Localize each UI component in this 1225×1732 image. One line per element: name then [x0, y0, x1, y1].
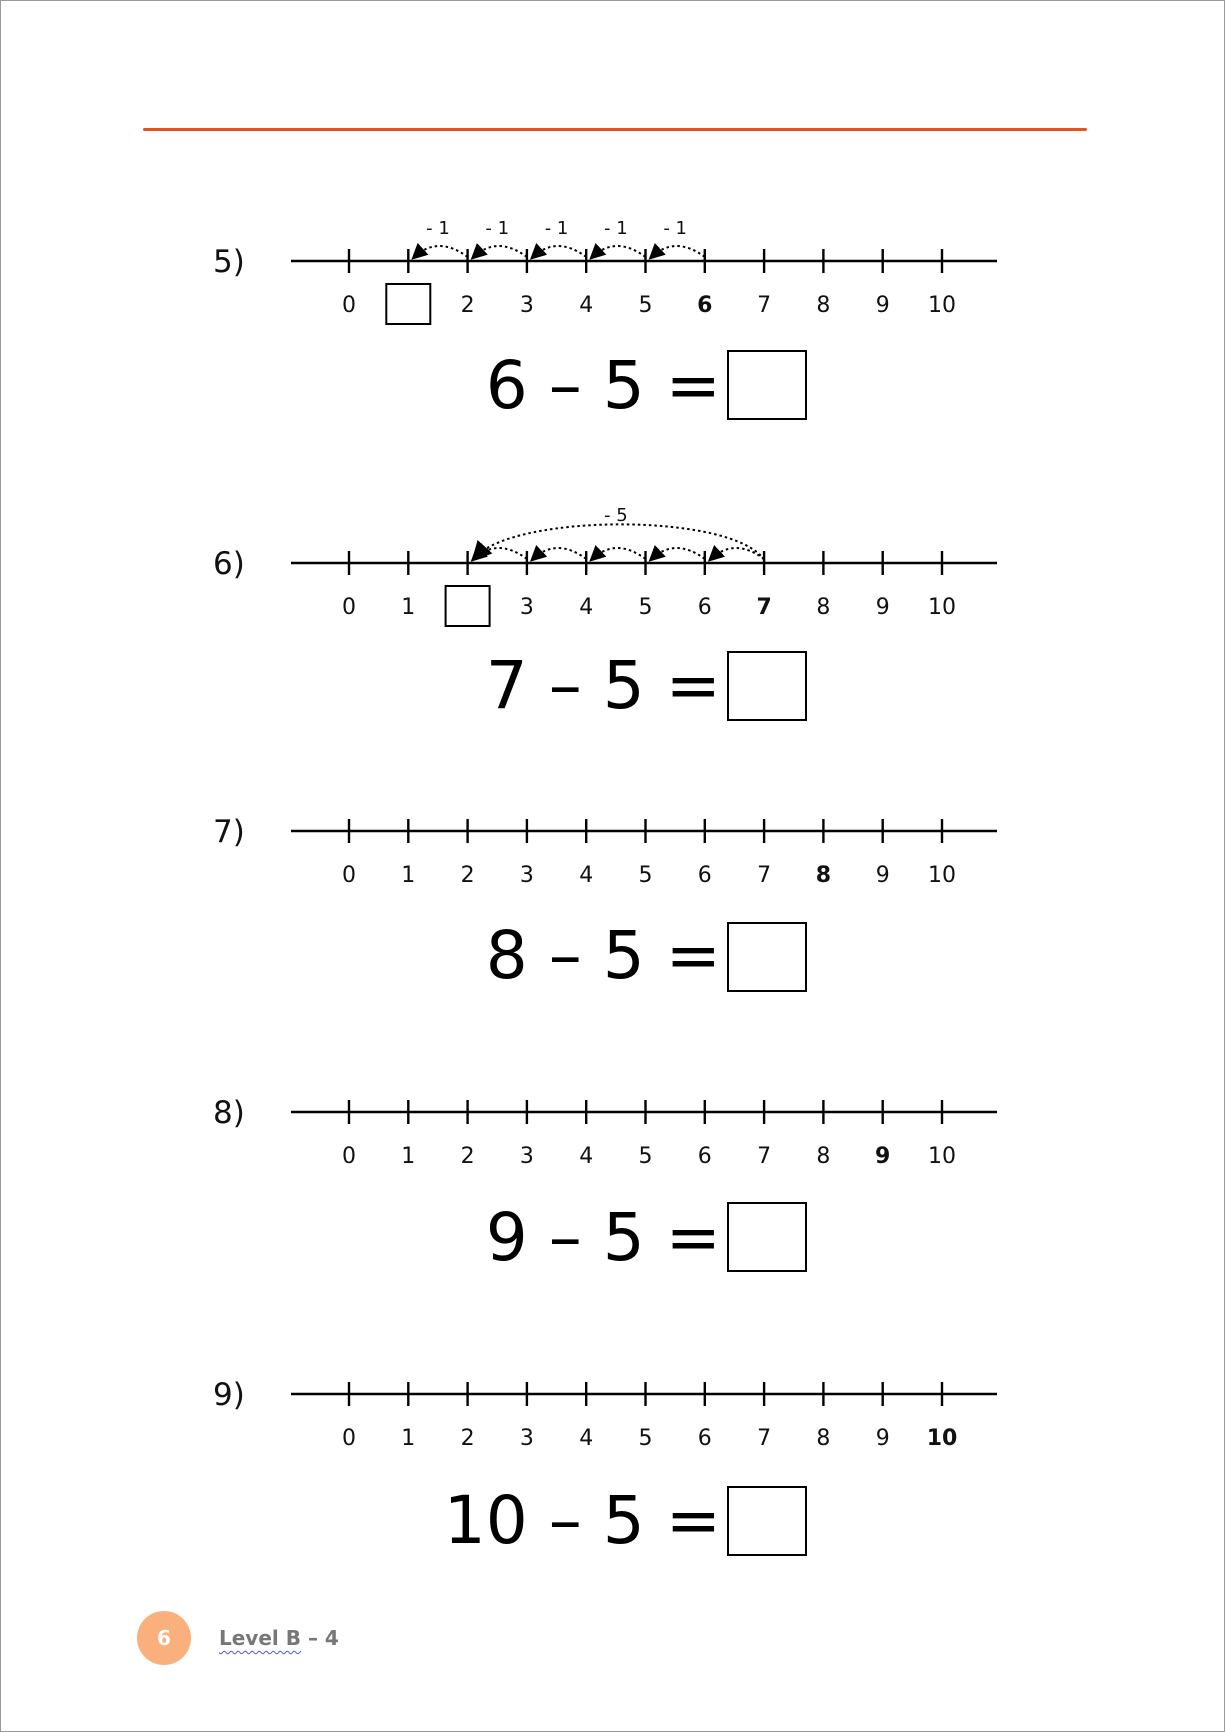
footer-level-text — [219, 1626, 339, 1650]
tick-label: 8 — [816, 595, 831, 620]
tick-label: 9 — [875, 1144, 891, 1169]
number-line — [1, 503, 1225, 633]
tick-label: 7 — [757, 863, 772, 888]
tick-label: 8 — [816, 293, 831, 318]
equation: 7 – 5 = — [485, 647, 721, 724]
answer-box[interactable] — [727, 350, 807, 420]
tick-label: 7 — [757, 1144, 772, 1169]
tick-label: 1 — [401, 1426, 416, 1451]
tick-label: 3 — [519, 293, 534, 318]
tick-label: 8 — [816, 1144, 831, 1169]
footer-suffix: – 4 — [300, 1626, 339, 1650]
hop-label: - 1 — [485, 218, 510, 239]
tick-label: 7 — [757, 293, 772, 318]
tick-label: 7 — [757, 1426, 772, 1451]
tick-label: 2 — [460, 863, 475, 888]
problem-number: 8) — [213, 1095, 245, 1131]
tick-label: 2 — [460, 1426, 475, 1451]
problem-8 — [1, 1052, 1225, 1276]
tick-label: 1 — [401, 863, 416, 888]
top-accent-rule — [143, 128, 1087, 131]
hop-arrow — [592, 548, 645, 559]
tick-label: 10 — [926, 1426, 958, 1451]
problem-9 — [1, 1334, 1225, 1559]
hop-arrow — [652, 548, 705, 559]
answer-box[interactable] — [727, 1486, 807, 1556]
hop-arrow — [652, 246, 705, 257]
hop-arrow — [474, 548, 527, 559]
tick-label: 3 — [519, 863, 534, 888]
tick-label: 9 — [875, 1426, 890, 1451]
equation: 6 – 5 = — [485, 347, 721, 424]
tick-label: 3 — [519, 595, 534, 620]
hop-arrow — [474, 246, 527, 257]
tick-label: 6 — [697, 1144, 712, 1169]
tick-label: 1 — [401, 1144, 416, 1169]
hop-label: - 1 — [544, 218, 569, 239]
equation: 8 – 5 = — [485, 917, 721, 994]
tick-label: 3 — [519, 1144, 534, 1169]
tick-label: 10 — [928, 293, 956, 318]
tick-label: 6 — [697, 293, 713, 318]
tick-label: 10 — [928, 863, 956, 888]
tick-label: 6 — [697, 595, 712, 620]
tick-label: 5 — [638, 1426, 653, 1451]
tick-label: 9 — [875, 863, 890, 888]
tick-label: 5 — [638, 293, 653, 318]
number-line — [1, 1052, 1225, 1182]
number-line — [1, 201, 1225, 331]
tick-label: 0 — [342, 863, 356, 888]
hop-arrow — [533, 548, 586, 559]
big-hop-arrow — [476, 524, 764, 560]
footer-level: Level B — [219, 1626, 301, 1650]
tick-label: 0 — [342, 595, 356, 620]
tick-label: 2 — [460, 293, 475, 318]
answer-box[interactable] — [727, 651, 807, 721]
tick-label: 4 — [579, 863, 594, 888]
problem-6 — [1, 503, 1225, 724]
tick-label: 0 — [342, 1426, 356, 1451]
hop-label: - 1 — [604, 218, 628, 239]
tick-label: 4 — [579, 293, 594, 318]
problem-number: 6) — [213, 546, 245, 582]
tick-label: 9 — [875, 595, 890, 620]
hop-arrow — [414, 246, 467, 257]
blank-tick-box[interactable] — [386, 284, 430, 324]
number-line — [1, 771, 1225, 901]
hop-label: - 1 — [426, 218, 450, 239]
hop-label: - 1 — [663, 218, 687, 239]
tick-label: 6 — [697, 863, 712, 888]
problem-7 — [1, 771, 1225, 994]
equation: 9 – 5 = — [485, 1199, 721, 1276]
tick-label: 10 — [928, 595, 956, 620]
page-number-badge: 6 — [137, 1611, 191, 1665]
equation: 10 – 5 = — [443, 1482, 721, 1559]
big-hop-label: - 5 — [604, 505, 628, 526]
tick-label: 0 — [342, 293, 356, 318]
tick-label: 5 — [638, 1144, 653, 1169]
tick-label: 9 — [875, 293, 890, 318]
tick-label: 6 — [697, 1426, 712, 1451]
tick-label: 10 — [928, 1144, 956, 1169]
tick-label: 0 — [342, 1144, 356, 1169]
tick-label: 2 — [460, 1144, 475, 1169]
tick-label: 4 — [579, 595, 594, 620]
problem-number: 9) — [213, 1377, 245, 1413]
answer-box[interactable] — [727, 922, 807, 992]
number-line — [1, 1334, 1225, 1464]
tick-label: 8 — [816, 1426, 831, 1451]
problem-number: 7) — [213, 814, 245, 850]
hop-arrow — [711, 548, 764, 559]
tick-label: 4 — [579, 1144, 594, 1169]
hop-arrow — [592, 246, 645, 257]
tick-label: 3 — [519, 1426, 534, 1451]
tick-label: 5 — [638, 863, 653, 888]
tick-label: 8 — [815, 863, 832, 888]
tick-label: 7 — [756, 595, 772, 620]
tick-label: 4 — [579, 1426, 594, 1451]
problem-5 — [1, 201, 1225, 424]
tick-label: 5 — [638, 595, 653, 620]
hop-arrow — [533, 246, 586, 257]
problem-number: 5) — [213, 244, 245, 280]
tick-label: 1 — [401, 595, 416, 620]
blank-tick-box[interactable] — [446, 586, 490, 626]
answer-box[interactable] — [727, 1202, 807, 1272]
